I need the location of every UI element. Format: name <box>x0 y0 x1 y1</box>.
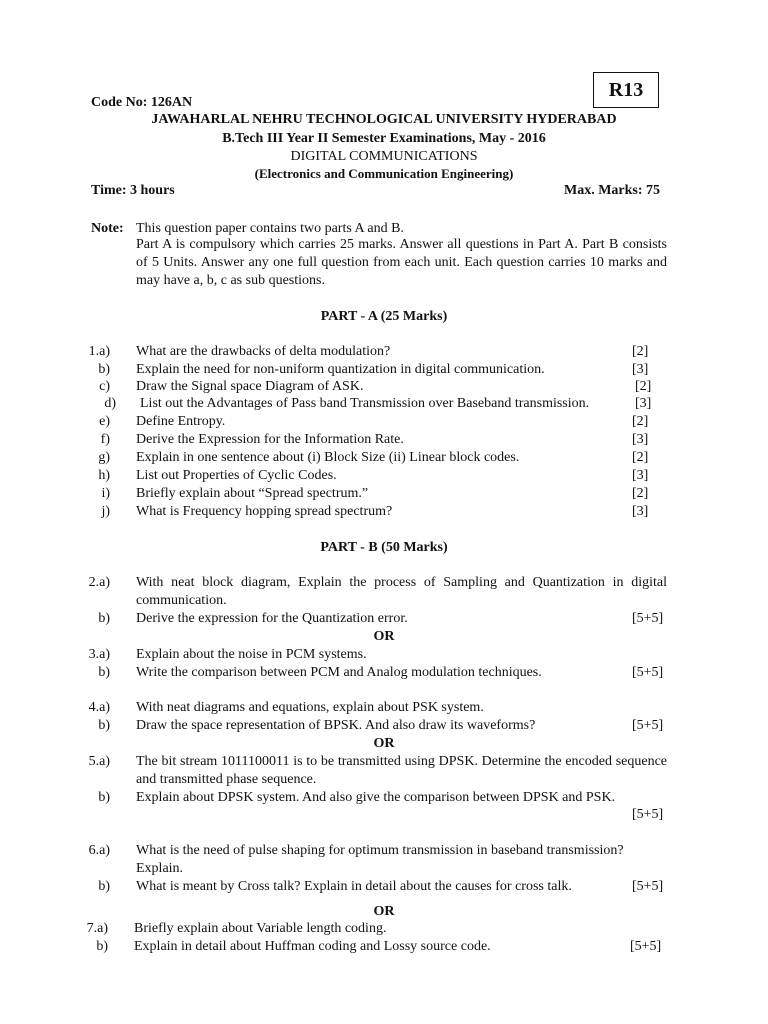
question-marks: [2] <box>632 344 649 359</box>
question-text: What are the drawbacks of delta modulation? <box>136 344 391 359</box>
question-marks: [2] <box>632 486 649 501</box>
question-marks: [3] <box>632 432 649 447</box>
exam-title: B.Tech III Year II Semester Examinations, May - 2016 <box>222 131 546 146</box>
question-text: Explain the need for non-uniform quantization in digital communication. <box>136 362 545 377</box>
question-number: b) <box>98 718 110 733</box>
question-number: b) <box>98 665 110 680</box>
question-marks: [2] <box>635 379 652 394</box>
question-number: 4.a) <box>88 700 110 715</box>
question-text: Draw the space representation of BPSK. And also draw its waveforms? <box>136 718 536 733</box>
question-text: Explain in detail about Huffman coding and Lossy source code. <box>134 939 491 954</box>
question-number: i) <box>101 486 110 501</box>
question-number: g) <box>98 450 110 465</box>
question-number: 3.a) <box>88 647 110 662</box>
question-number: 5.a) <box>88 754 110 769</box>
question-marks: [5+5] <box>630 939 662 954</box>
note-line-2: Part A is compulsory which carries 25 marks. Answer all questions in Part A. Part B consists of 5 Units. Answer any one full question from each unit. Each question carries 10 marks and may have a, b, c as sub questions. <box>136 237 667 288</box>
question-number: c) <box>99 379 110 394</box>
note-label: Note: <box>91 221 124 236</box>
question-text: Briefly explain about Variable length coding. <box>134 921 387 936</box>
question-number: 7.a) <box>86 921 108 936</box>
question-number: f) <box>100 432 110 447</box>
question-number: b) <box>98 879 110 894</box>
exam-time: Time: 3 hours <box>91 183 175 198</box>
or-divider: OR <box>373 736 395 751</box>
question-text: Write the comparison between PCM and Analog modulation techniques. <box>136 665 542 680</box>
regulation-badge: R13 <box>593 72 659 108</box>
part-b-title: PART - B (50 Marks) <box>320 540 448 555</box>
question-number: b) <box>98 611 110 626</box>
question-text: Explain about DPSK system. And also give the comparison between DPSK and PSK. <box>136 790 616 805</box>
question-marks: [2] <box>632 414 649 429</box>
question-number: 6.a) <box>88 843 110 858</box>
university-name: JAWAHARLAL NEHRU TECHNOLOGICAL UNIVERSITY HYDERABAD <box>151 112 617 127</box>
code-number: Code No: 126AN <box>91 95 193 110</box>
question-text: Define Entropy. <box>136 414 226 429</box>
question-text: Derive the expression for the Quantization error. <box>136 611 408 626</box>
question-number: j) <box>101 504 110 519</box>
question-text: The bit stream 1011100011 is to be transmitted using DPSK. Determine the encoded sequence and transmitted phase sequence. <box>136 754 667 787</box>
question-number: 2.a) <box>88 575 110 590</box>
question-marks: [5+5] <box>632 665 664 680</box>
question-number: h) <box>98 468 110 483</box>
question-text: With neat block diagram, Explain the process of Sampling and Quantization in digital communication. <box>136 575 667 608</box>
question-number: e) <box>99 414 110 429</box>
question-number: d) <box>104 396 116 411</box>
question-marks: [2] <box>632 450 649 465</box>
question-text: What is the need of pulse shaping for optimum transmission in baseband transmission? Explain. <box>136 843 624 876</box>
question-text: What is meant by Cross talk? Explain in detail about the causes for cross talk. <box>136 879 572 894</box>
question-text: Draw the Signal space Diagram of ASK. <box>136 379 364 394</box>
question-text: List out the Advantages of Pass band Transmission over Baseband transmission. <box>140 396 590 411</box>
question-marks: [5+5] <box>632 807 664 822</box>
question-number: b) <box>98 790 110 805</box>
or-divider: OR <box>373 904 395 919</box>
question-marks: [5+5] <box>632 611 664 626</box>
question-marks: [3] <box>635 396 652 411</box>
branch-name: (Electronics and Communication Engineering) <box>254 166 514 181</box>
question-marks: [3] <box>632 468 649 483</box>
question-text: Explain about the noise in PCM systems. <box>136 647 367 662</box>
question-text: Briefly explain about “Spread spectrum.” <box>136 486 369 501</box>
or-divider: OR <box>373 629 395 644</box>
part-a-title: PART - A (25 Marks) <box>320 309 448 324</box>
question-text: Explain in one sentence about (i) Block Size (ii) Linear block codes. <box>136 450 520 465</box>
question-marks: [5+5] <box>632 879 664 894</box>
question-number: b) <box>98 362 110 377</box>
max-marks: Max. Marks: 75 <box>564 183 661 198</box>
question-marks: [3] <box>632 362 649 377</box>
question-text: List out Properties of Cyclic Codes. <box>136 468 337 483</box>
question-number: b) <box>96 939 108 954</box>
question-text: Derive the Expression for the Information Rate. <box>136 432 404 447</box>
question-text: What is Frequency hopping spread spectrum? <box>136 504 393 519</box>
question-marks: [5+5] <box>632 718 664 733</box>
note-line-1: This question paper contains two parts A and B. <box>136 221 404 236</box>
question-marks: [3] <box>632 504 649 519</box>
subject-title: DIGITAL COMMUNICATIONS <box>290 149 478 164</box>
question-text: With neat diagrams and equations, explain about PSK system. <box>136 700 484 715</box>
question-number: 1.a) <box>88 344 110 359</box>
